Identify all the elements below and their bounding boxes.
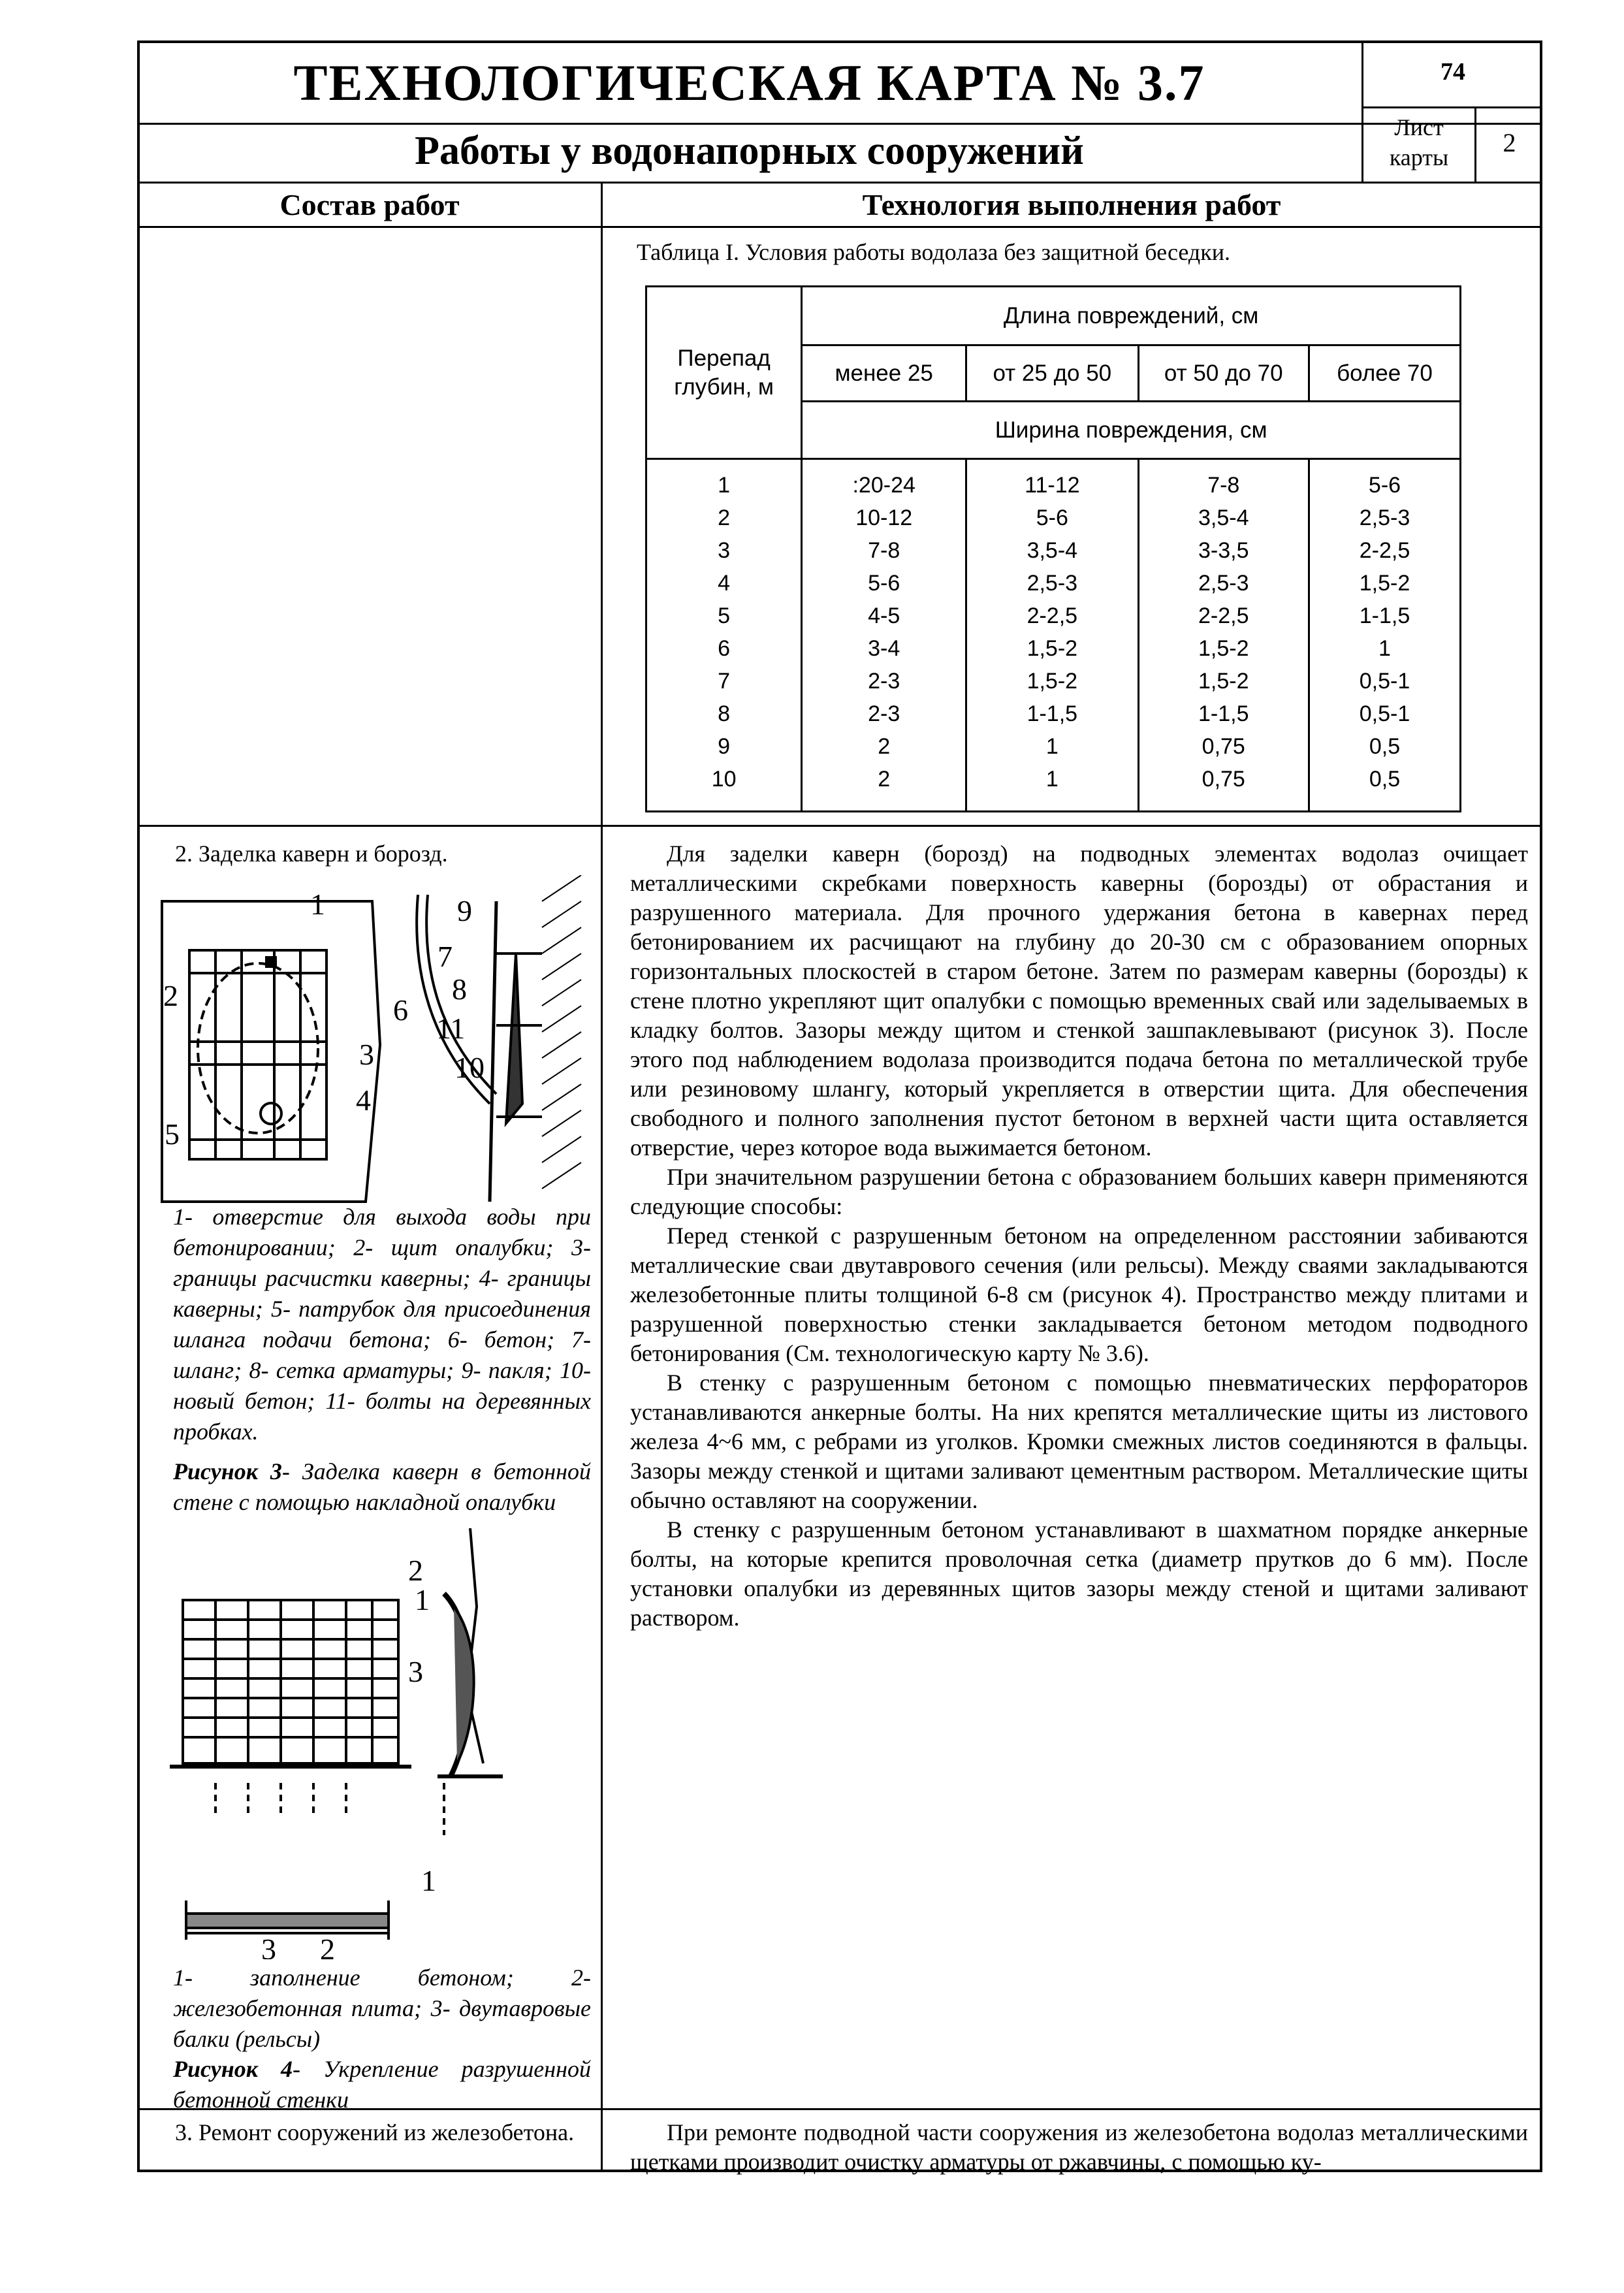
table-cell: 3,5-4: [1198, 505, 1249, 530]
table-cell: 1,5-2: [1198, 636, 1249, 661]
figure-4-title-text: - Укрепление разрушенной бетонной стенки: [173, 2056, 591, 2113]
figure-4-label: Рисунок 4: [173, 2056, 293, 2082]
table-cell: 11-12: [1025, 473, 1080, 498]
table-cell: 0,5: [1369, 734, 1401, 759]
table-cell: 10: [711, 767, 737, 792]
card-title: ТЕХНОЛОГИЧЕСКАЯ КАРТА № 3.7: [293, 54, 1205, 111]
section3-body: При ремонте подводной части сооружения из железобетона водолаз металлическими щетками производит очистку арматуры от ржавчины, с помощью ку-: [630, 2119, 1528, 2175]
section3-title: 3. Ремонт сооружений из железобетона.: [175, 2119, 575, 2145]
table-cell: 1,5-2: [1027, 669, 1078, 694]
table-cell: 2,5-3: [1027, 571, 1078, 596]
fig3-label: 4: [356, 1083, 371, 1117]
table-cell: 0,5-1: [1359, 669, 1410, 694]
table-cell: 5: [718, 603, 731, 628]
table-cell: 1: [1045, 767, 1059, 792]
table-cell: 8: [718, 701, 731, 726]
sheet-label: Лист карты: [1389, 114, 1449, 170]
figure-4-legend: 1- заполнение бетоном; 2- железобетонная плита; 3- двутавровые балки (рельсы): [173, 1964, 591, 2052]
page-number: 74: [1441, 58, 1465, 86]
length-col: от 50 до 70: [1138, 345, 1309, 402]
table-cell: 2-2,5: [1198, 603, 1249, 628]
table-cell: 10-12: [855, 505, 913, 530]
fig4-label: 2: [408, 1554, 423, 1587]
table-cell: 4: [718, 571, 731, 596]
fig3-label: 7: [438, 940, 453, 973]
table-cell: 7-8: [868, 538, 900, 563]
fig4-label: 3: [408, 1655, 423, 1688]
paragraph: В стенку с разрушенным бетоном устанавливают в шахматном порядке анкерные болты, на которые крепится проволочная сетка (диаметр прутков до 6 мм). После установки опалубки из деревянных щитов зазоры между стеной и щитами заливают раствором.: [630, 1516, 1528, 1631]
rule: [1361, 106, 1542, 108]
fig3-label: 1: [310, 888, 325, 921]
fig3-label: 5: [165, 1117, 180, 1151]
table-cell: :20-24: [852, 473, 915, 498]
table-cell: 2-3: [868, 669, 900, 694]
width-header: Ширина повреждения, см: [802, 402, 1461, 459]
rule: [137, 226, 1542, 228]
table-cell: 3,5-4: [1027, 538, 1078, 563]
figure-3: [150, 875, 594, 1228]
table-cell: 0,75: [1202, 734, 1245, 759]
fig3-label: 9: [457, 894, 472, 927]
fig3-label: 3: [359, 1038, 374, 1071]
table-cell: 2: [718, 505, 731, 530]
table-cell: 5-6: [1036, 505, 1068, 530]
table-cell: 1,5-2: [1359, 571, 1410, 596]
sheet-number: 2: [1503, 128, 1516, 157]
data-column: [1138, 459, 1309, 812]
column-header-left: Состав работ: [279, 188, 460, 221]
table-cell: 2: [878, 734, 891, 759]
data-column: [966, 459, 1138, 812]
table-cell: 9: [718, 734, 731, 759]
length-col: от 25 до 50: [966, 345, 1138, 402]
section2-body: [630, 839, 1528, 1633]
table-cell: 7: [718, 669, 731, 694]
table-cell: 1-1,5: [1359, 603, 1410, 628]
paragraph: В стенку с разрушенным бетоном с помощью пневматических перфораторов устанавливаются анкерные болты. На них крепятся металлические щиты из листового железа 4~6 мм, с ребрами из уголков. Кромки смежных листов соединяются в фальцы. Зазоры между стенкой и щитами заливают цементным раствором. Металлические щиты обычно оставляют на сооружении.: [630, 1370, 1528, 1513]
table-cell: 5-6: [1368, 473, 1401, 498]
fig3-label: 8: [452, 972, 467, 1006]
data-column: [1309, 459, 1461, 812]
figure-3-title: [173, 1456, 591, 1518]
table-cell: 3-3,5: [1198, 538, 1249, 563]
fig3-label: 2: [163, 979, 178, 1012]
paragraph: Для заделки каверн (борозд) на подводных элементах водолаз очищает металлическими скребками поверхность каверны (борозды) от обрастания и разрушенного материала. Для прочного удержания бетона в кавернах перед бетонированием их расчищают на глубину до 20-30 см с образованием опорных горизонтальных плоскостей в старом бетоне. Затем по размерам каверны (борозды) к стене плотно укрепляют щит опалубки с помощью временных свай или заделываемых в кладку болтов. Зазоры между щитом и стенкой зашпаклевывают (рисунок 3). После этого под наблюдением водолаза производится подача бетона по металлической трубе или резиновому шлангу, который укрепляется в отверстии щита. Для обеспечения свободного и полного заполнения пустот бетоном в верхней части щита оставляется отверстие, через которое вода выжимается бетоном.: [630, 841, 1528, 1161]
diver-conditions-table: [645, 285, 1461, 812]
table1-caption: Таблица I. Условия работы водолаза без защитной беседки.: [637, 239, 1230, 265]
figure-3-label: Рисунок 3: [173, 1458, 282, 1484]
fig3-label: 6: [393, 993, 408, 1027]
table-cell: 2-2,5: [1359, 538, 1410, 563]
table-cell: 3: [718, 538, 731, 563]
table-cell: 2: [878, 767, 891, 792]
table-cell: 1-1,5: [1027, 701, 1078, 726]
data-column: [802, 459, 966, 812]
row-divider: [137, 825, 1542, 827]
table-cell: 0,5: [1369, 767, 1401, 792]
column-header-right: Технология выполнения работ: [862, 188, 1281, 221]
table-cell: 1: [1378, 636, 1391, 661]
table-cell: 2,5-3: [1359, 505, 1410, 530]
section2-title: 2. Заделка каверн и борозд.: [175, 841, 448, 867]
length-header: Длина повреждений, см: [802, 287, 1461, 345]
figure-3-title-text: - Заделка каверн в бетонной стене с помощью накладной опалубки: [173, 1458, 591, 1515]
fig4-label: 2: [320, 1932, 335, 1959]
table-cell: 4-5: [868, 603, 900, 628]
figure-3-legend: 1- отверстие для выхода воды при бетонировании; 2- щит опалубки; 3- границы расчистки каверны; 4- границы каверны; 5- патрубок для присоединения шланга подачи бетона; 6- бетон; 7- шланг; 8- сетка арматуры; 9- пакля; 10- новый бетон; 11- болты на деревянных пробках.: [173, 1204, 591, 1445]
paragraph: Перед стенкой с разрушенным бетоном на определенном расстоянии забиваются металлические сваи двутаврового сечения (или рельсы). Между сваями закладываются железобетонные плиты толщиной 6-8 см (рисунок 4). Пространство между плитами и разрушенной поверхностью стенки закладывается бетоном методом подводного бетонирования (См. технологическую карту № 3.6).: [630, 1223, 1528, 1366]
table-cell: 1: [1045, 734, 1059, 759]
fig4-label: 3: [261, 1932, 276, 1959]
table-cell: 2,5-3: [1198, 571, 1249, 596]
figure-4-title: [173, 2054, 591, 2115]
table-cell: 6: [718, 636, 731, 661]
figure-4: [163, 1528, 594, 1959]
card-subtitle: Работы у водонапорных сооружений: [415, 129, 1084, 173]
fig3-label: 10: [454, 1051, 485, 1084]
table-cell: 0,5-1: [1359, 701, 1410, 726]
table-cell: 1,5-2: [1198, 669, 1249, 694]
fig4-label: 1: [415, 1583, 430, 1616]
fig4-label: 1: [421, 1864, 436, 1897]
rule: [137, 182, 1542, 184]
table-cell: 1: [718, 473, 731, 498]
table-cell: 2-3: [868, 701, 900, 726]
table-cell: 2-2,5: [1027, 603, 1078, 628]
rule: [137, 123, 1542, 125]
fig3-label: 11: [436, 1012, 466, 1045]
table-cell: 3-4: [868, 636, 900, 661]
depth-column: [646, 459, 802, 812]
depth-header: Перепад глубин, м: [646, 287, 802, 459]
length-col: менее 25: [802, 345, 966, 402]
table-cell: 0,75: [1202, 767, 1245, 792]
table-cell: 1-1,5: [1198, 701, 1249, 726]
table-cell: 7-8: [1207, 473, 1240, 498]
paragraph: При значительном разрушении бетона с образованием больших каверн применяются следующие способы:: [630, 1164, 1528, 1219]
table-cell: 5-6: [868, 571, 900, 596]
column-divider: [601, 182, 603, 2172]
length-col: более 70: [1309, 345, 1461, 402]
table-cell: 1,5-2: [1027, 636, 1078, 661]
